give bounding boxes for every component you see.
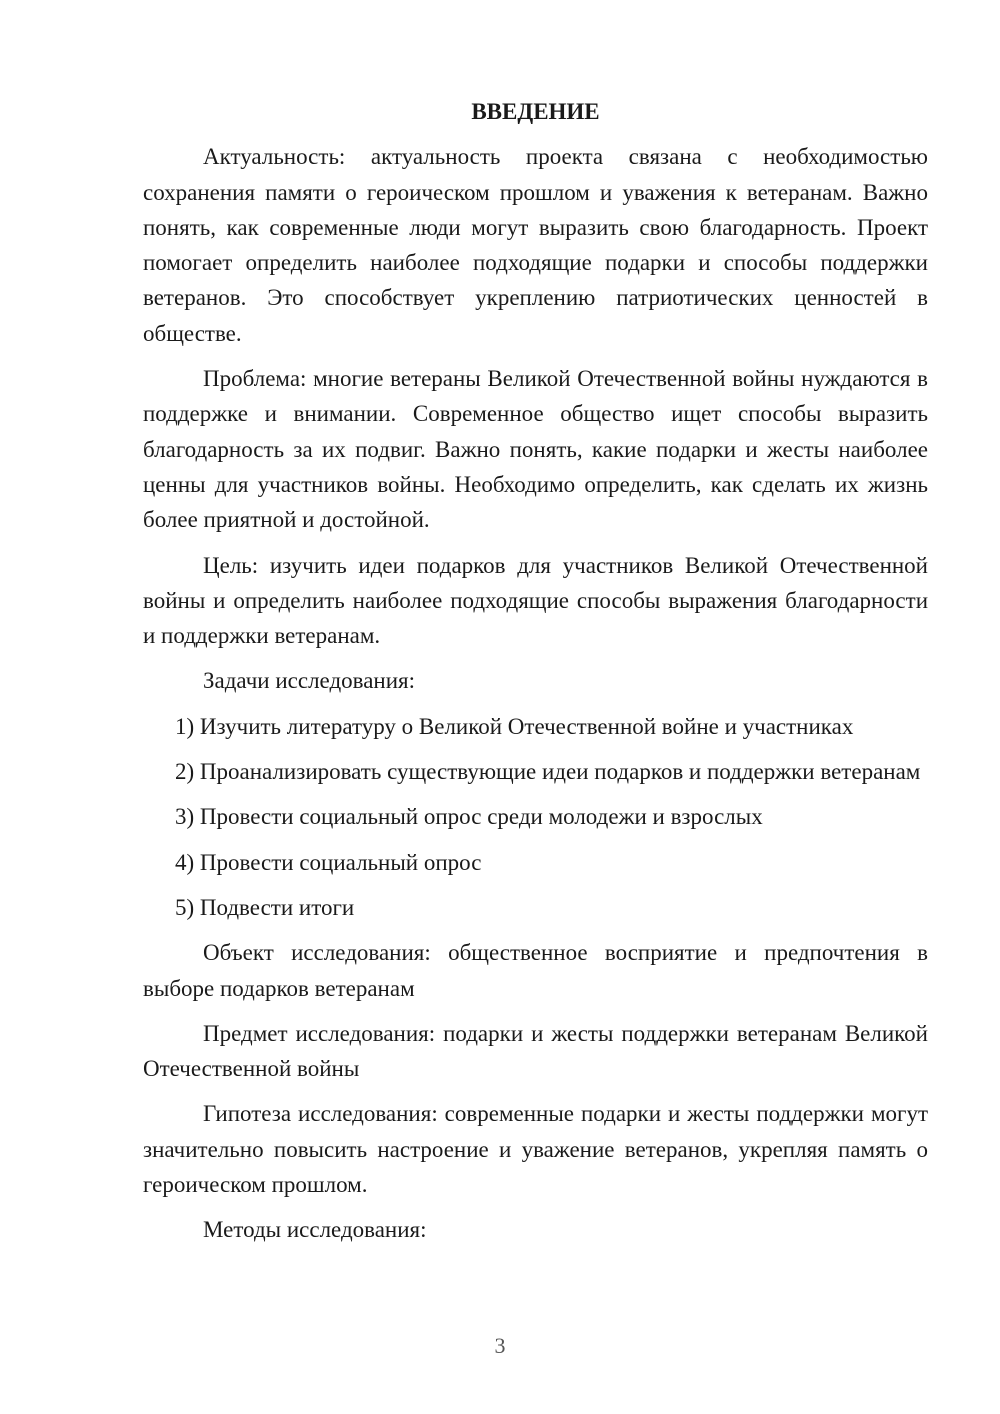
hypothesis-paragraph: Гипотеза исследования: современные подарки и жесты поддержки могут значительно повысить настроение и уважение ветеранов, укрепляя память о героическом прошлом. (143, 1101, 928, 1198)
task-item-1: 1) Изучить литературу о Великой Отечественной войне и участниках (175, 713, 854, 739)
relevance-paragraph: Актуальность: актуальность проекта связана с необходимостью сохранения памяти о героическом прошлом и уважения к ветеранам. Важно понять, как современные люди могут выразить свою благодарность. Проект помогает определить наиболее подходящие подарки и способы поддержки ветеранов. Это способствует укреплению патриотических ценностей в обществе. (143, 144, 928, 346)
object-paragraph: Объект исследования: общественное восприятие и предпочтения в выборе подарков ветеранам (143, 940, 928, 1001)
task-item-3: 3) Провести социальный опрос среди молодежи и взрослых (175, 804, 763, 830)
task-item-2: 2) Проанализировать существующие идеи подарков и поддержки ветеранам (175, 759, 921, 785)
page-content (143, 94, 928, 1258)
task-item-5: 5) Подвести итоги (175, 894, 355, 920)
task-item-4: 4) Провести социальный опрос (175, 849, 482, 875)
subject-paragraph: Предмет исследования: подарки и жесты поддержки ветеранам Великой Отечественной войны (143, 1020, 928, 1082)
problem-paragraph: Проблема: многие ветераны Великой Отечественной войны нуждаются в поддержке и внимании. Современное общество ищет способы выразить благодарность за их подвиг. Важно понять, какие подарки и жесты наиболее ценны для участников войны. Необходимо определить, как сделать их жизнь более приятной и достойной. (143, 366, 928, 533)
page-number: 3 (494, 1333, 506, 1358)
methods-heading: Методы исследования: (203, 1217, 427, 1243)
tasks-heading: Задачи исследования: (203, 668, 416, 694)
goal-paragraph: Цель: изучить идеи подарков для участников Великой Отечественной войны и определить наиболее подходящие способы выражения благодарности и поддержки ветеранам. (143, 552, 928, 649)
section-title: ВВЕДЕНИЕ (471, 99, 600, 124)
